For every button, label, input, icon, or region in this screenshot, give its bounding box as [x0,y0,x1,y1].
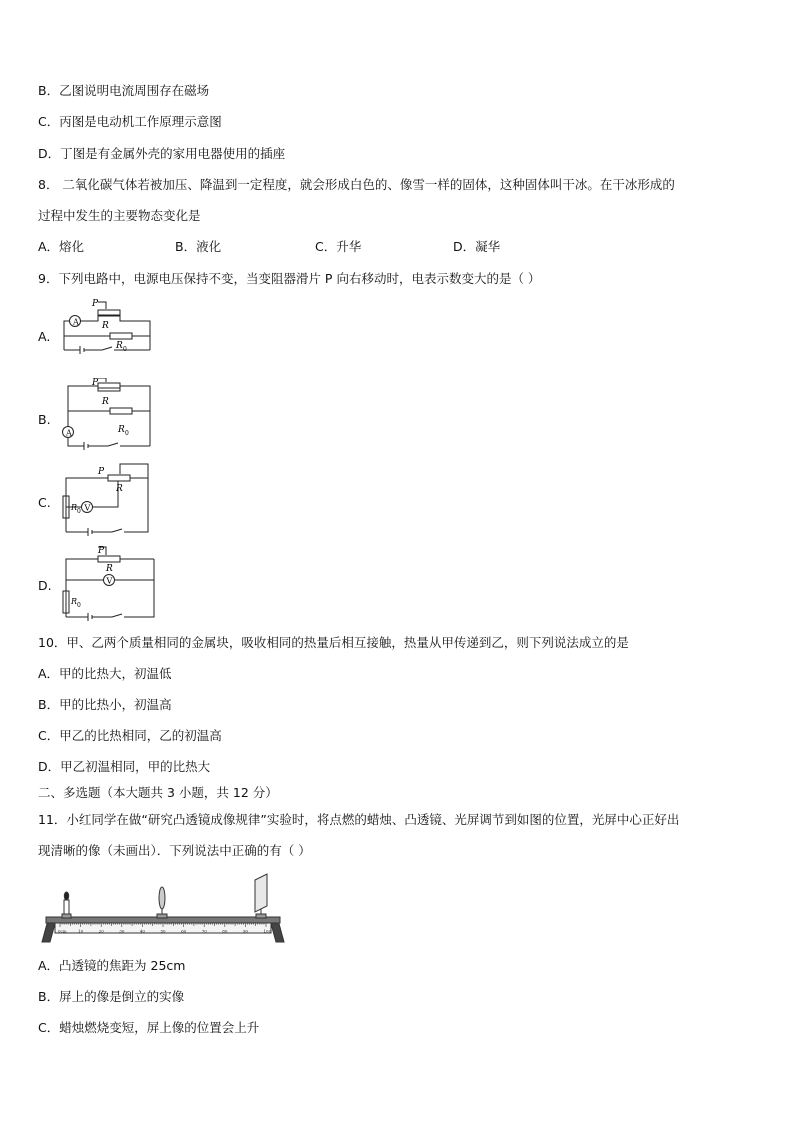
q8-stem-line2: 过程中发生的主要物态变化是 [38,208,201,223]
q9-label-a: A. [38,329,51,344]
slider-p-label: P [98,546,105,556]
q8-option-c: C．升华 [315,239,362,254]
light-screen [255,874,267,918]
q8-stem-line1: 8． 二氧化碳气体若被加压、降温到一定程度，就会形成白色的、像雪一样的固体，这种固体叫干冰。在干冰形成的 [38,177,675,192]
r0-subscript: 0 [77,602,81,609]
ruler-tick-label: 100 [263,928,272,934]
ruler-tick-label: 20 [98,928,104,934]
ruler-tick-label: 10 [78,928,84,934]
q11-stem-line1: 11．小红同学在做“研究凸透镜成像规律”实验时，将点燃的蜡烛、凸透镜、光屏调节到如图的位置，光屏中心正好出 [38,812,680,827]
r0-label: R [116,341,123,351]
circuit-c [58,460,158,542]
q10-option-d: D．甲乙初温相同，甲的比热大 [38,759,211,774]
ruler-tick-label: 70 [201,928,207,934]
convex-lens [157,887,167,918]
ruler-tick-label: 30 [119,928,125,934]
ruler-tick-label: 50 [160,928,166,934]
q9-label-b: B. [38,412,51,427]
q8-option-d: D．凝华 [453,239,501,254]
voltmeter-symbol: V [84,503,91,513]
q7-option-b: B．乙图说明电流周围存在磁场 [38,83,210,98]
voltmeter-symbol: V [106,576,113,586]
q8-option-a: A．熔化 [38,239,85,254]
q10-option-b: B．甲的比热小，初温高 [38,697,172,712]
q10-stem: 10．甲、乙两个质量相同的金属块，吸收相同的热量后相互接触，热量从甲传递到乙，则下列说法成立的是 [38,635,629,650]
rheostat-r-label: R [106,564,113,574]
q7-option-d: D．丁图是有金属外壳的家用电器使用的插座 [38,146,286,161]
q10-option-c: C．甲乙的比热相同，乙的初温高 [38,728,222,743]
circuit-b [58,378,158,456]
ruler-tick-label: 80 [222,928,228,934]
rheostat-r-label: R [116,484,123,494]
circuit-d [58,541,158,627]
q8-option-b: B．液化 [175,239,222,254]
slider-p-label: P [92,299,99,309]
ruler-tick-label: 0cm [58,928,67,934]
q9-stem: 9．下列电路中，电源电压保持不变，当变阻器滑片 P 向右移动时，电表示数变大的是（ ） [38,271,541,286]
q9-label-c: C. [38,495,51,510]
optical-bench [38,872,288,944]
r0-subscript: 0 [77,508,81,515]
ammeter-symbol: A [66,428,72,438]
circuit-a [58,296,158,370]
q7-option-c: C．丙图是电动机工作原理示意图 [38,114,222,129]
r0-subscript: 0 [125,430,129,437]
r0-label: R [71,503,78,512]
q11-stem-line2: 现清晰的像（未画出）．下列说法中正确的有（ ） [38,843,311,858]
q11-option-b: B．屏上的像是倒立的实像 [38,989,185,1004]
q10-option-a: A．甲的比热大，初温低 [38,666,172,681]
ruler-tick-label: 60 [181,928,187,934]
q9-label-d: D. [38,578,52,593]
rheostat-r-label: R [102,397,109,407]
ruler-tick-label: 40 [139,928,145,934]
slider-p-label: P [92,378,99,388]
q11-option-a: A．凸透镜的焦距为 25cm [38,958,186,973]
candle [62,892,71,918]
q11-option-c: C．蜡烛燃烧变短，屏上像的位置会上升 [38,1020,260,1035]
rheostat-r-label: R [102,321,109,331]
ammeter-symbol: A [73,317,79,327]
r0-label: R [71,597,78,606]
slider-p-label: P [98,467,105,477]
r0-label: R [118,425,125,435]
r0-subscript: 0 [123,346,127,353]
ruler-tick-label: 90 [242,928,248,934]
section-heading: 二、多选题（本大题共 3 小题，共 12 分） [38,785,278,800]
